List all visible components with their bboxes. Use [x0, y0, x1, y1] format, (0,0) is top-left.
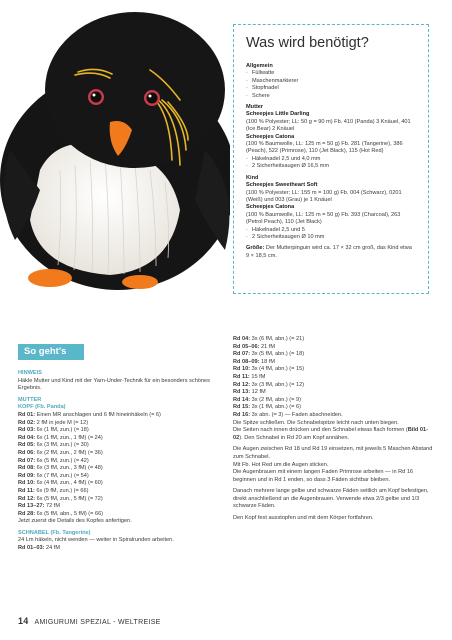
- allgemein-item: · Stopfnadel: [246, 85, 416, 92]
- row-line: Rd 13: 12 fM: [233, 389, 266, 396]
- paragraph: Danach mehrere lange gelbe und schwarze Fäden seitlich am Kopf befestigen, direkt anschließend an die Augenbrauen. Verwende etwa 2/3 gelbe und 1/3 schwarze Fäden.: [233, 488, 429, 510]
- kind-label: Kind: [246, 174, 259, 181]
- mutter-label: Mutter: [246, 104, 264, 111]
- note-text: Jetzt zuerst die Details des Kopfes anfertigen.: [18, 518, 132, 525]
- row-line: Rd 08: 6x (3 fM, zun., 3 fM) (= 48): [18, 465, 103, 472]
- schnabel-text: 24 Lm häkeln, nicht wenden — weiter in Spiralrunden arbeiten.: [18, 537, 174, 544]
- page-footer: [18, 616, 161, 626]
- row-line: Rd 08–09: 18 fM: [233, 358, 275, 365]
- allgemein-item: · Füllwatte: [246, 70, 416, 77]
- allgemein-label: Allgemein: [246, 63, 273, 69]
- allgemein-item: · Maschenmarkierer: [246, 78, 416, 85]
- row-line: Rd 05: 6x (3 fM, zun.) (= 30): [18, 442, 89, 449]
- paragraph: Die Seiten nach innen drücken und den Schnabel etwas flach formen (Bild 01-02). Den Schnabel in Rd 20 am Kopf annähen.: [233, 427, 428, 441]
- paragraph: Die Spitze schließen. Die Schnabelspitze leicht nach unten biegen.: [233, 419, 399, 426]
- size-info: [246, 245, 416, 260]
- hinweis-label: HINWEIS: [18, 370, 42, 376]
- row-line: Rd 14: 3x (2 fM, abn.) (= 9): [233, 396, 301, 403]
- paragraph: Den Kopf fest ausstopfen und mit dem Körper fortfahren.: [233, 515, 374, 522]
- row-line: Rd 04: 6x (1 fM, zun., 1 fM) (= 24): [18, 434, 103, 441]
- row-line: Rd 16: 3x abn. (= 3) — Faden abschneiden.: [233, 411, 343, 418]
- kind-yarn1-name: Scheepjes Sweetheart Soft: [246, 182, 318, 189]
- footer-title: AMIGURUMI SPEZIAL - WELTREISE: [34, 619, 161, 626]
- panel-title: Was wird benötigt?: [246, 35, 369, 51]
- hinweis-text: Häkle Mutter und Kind mit der Yarn-Under-Technik für ein besonders schönes Ergebnis.: [18, 377, 210, 392]
- row-line: Rd 28: 6x (5 fM, abn., 5 fM) (= 66): [18, 510, 104, 517]
- kind-yarn2-desc: (100 % Baumwolle, LL: 125 m = 50 g) Fb. 393 (Charcoal), 263 (Petrol Peach), 110 (Jet Black): [246, 211, 401, 226]
- row-line: Rd 05–06: 21 fM: [233, 343, 275, 350]
- row-line: Rd 09: 6x (7 fM, zun.) (= 54): [18, 472, 89, 479]
- row-line: Rd 12: 3x (3 fM, abn.) (= 12): [233, 381, 305, 388]
- mutter-item: · Häkelnadel 2,5 und 4,0 mm: [246, 156, 416, 163]
- size-label: Größe:: [246, 245, 265, 252]
- kopf-heading: KOPF (Fb. Panda): [18, 404, 66, 411]
- row-line: Rd 15: 3x (1 fM, abn.) (= 6): [233, 404, 301, 411]
- mutter-yarn2-name: Scheepjes Catona: [246, 133, 295, 140]
- row-line: Rd 01: Einen MR anschlagen und 6 fM hineinhäkeln (= 6): [18, 411, 161, 418]
- row-line: Rd 07: 3x (5 fM, abn.) (= 18): [233, 351, 305, 358]
- paragraph: Die Augenbrauen mit einem langen Faden Primrose arbeiten — in Rd 16 beginnen und in Rd 1 enden, so dass 3 Fäden sichtbar bleiben.: [233, 469, 414, 483]
- row-line: Rd 01–03: 24 fM: [18, 545, 60, 552]
- row-line: Rd 12: 6x (5 fM, zun., 5 fM) (= 72): [18, 495, 103, 502]
- penguin-photo: [0, 0, 230, 300]
- row-line: Rd 10: 3x (4 fM, abn.) (= 15): [233, 366, 305, 373]
- right-column: [233, 336, 433, 523]
- row-line: Rd 10: 6x (4 fM, zun., 4 fM) (= 60): [18, 480, 103, 487]
- kind-item: · 2 Sicherheitsaugen Ø 10 mm: [246, 234, 416, 241]
- row-line: Rd 11: 6x (9 fM, zun.) (= 66): [18, 487, 89, 494]
- row-line: Rd 02: 2 fM in jede M (= 12): [18, 419, 89, 426]
- row-line: Rd 07: 6x (5 fM, zun.) (= 42): [18, 457, 89, 464]
- kind-yarn2-name: Scheepjes Catona: [246, 204, 295, 211]
- mutter-heading: MUTTER: [18, 396, 42, 403]
- paragraph: Die Augen zwischen Rd 18 und Rd 19 einsetzen, mit jeweils 5 Maschen Abstand zum Schnabel.: [233, 446, 433, 460]
- row-line: Rd 11: 15 fM: [233, 373, 266, 380]
- row-line: Rd 04: 3x (6 fM, abn.) (= 21): [233, 336, 305, 342]
- paragraph: Mit Fb. Hot Red um die Augen sticken.: [233, 461, 329, 468]
- materials-panel: [233, 24, 429, 294]
- mutter-item: · 2 Sicherheitsaugen Ø 16,5 mm: [246, 163, 416, 170]
- left-column: [18, 370, 216, 553]
- schnabel-heading: SCHNABEL (Fb. Tangerine): [18, 529, 91, 536]
- kind-yarn1-desc: (100 % Polyester; LL: 155 m = 100 g) Fb. 004 (Schwarz), 0201 (Weiß) und 003 (Grau) je 1 Knäuel: [246, 189, 402, 203]
- size-text: Der Mutterpinguin wird ca. 17 × 32 cm groß, das Kind etwa 9 × 18,5 cm.: [246, 245, 412, 259]
- row-line: Rd 03: 6x (1 fM, zun.) (= 18): [18, 427, 89, 434]
- kind-item: · Häkelnadel 2,5 und 5: [246, 227, 416, 234]
- figure-ref: Bild 01-02: [233, 427, 428, 441]
- mutter-yarn1-name: Scheepjes Little Darling: [246, 111, 310, 118]
- mutter-yarn2-desc: (100 % Baumwolle, LL: 125 m = 50 g) Fb. 281 (Tangerine), 386 (Peach), 522 (Primrose), 110 (Jet Black), 115 (Hot Red): [246, 141, 403, 155]
- section-heading: So geht's: [18, 344, 84, 360]
- page-number: 14: [18, 616, 29, 626]
- row-line: Rd 13–27: 72 fM: [18, 503, 60, 510]
- allgemein-item: · Schere: [246, 93, 416, 100]
- row-line: Rd 06: 6x (2 fM, zun., 2 fM) (= 36): [18, 449, 103, 456]
- mutter-yarn1-desc: (100 % Polyester; LL: 50 g = 90 m) Fb. 410 (Panda) 3 Knäuel, 401 (Ice Bear) 2 Knäuel: [246, 118, 411, 133]
